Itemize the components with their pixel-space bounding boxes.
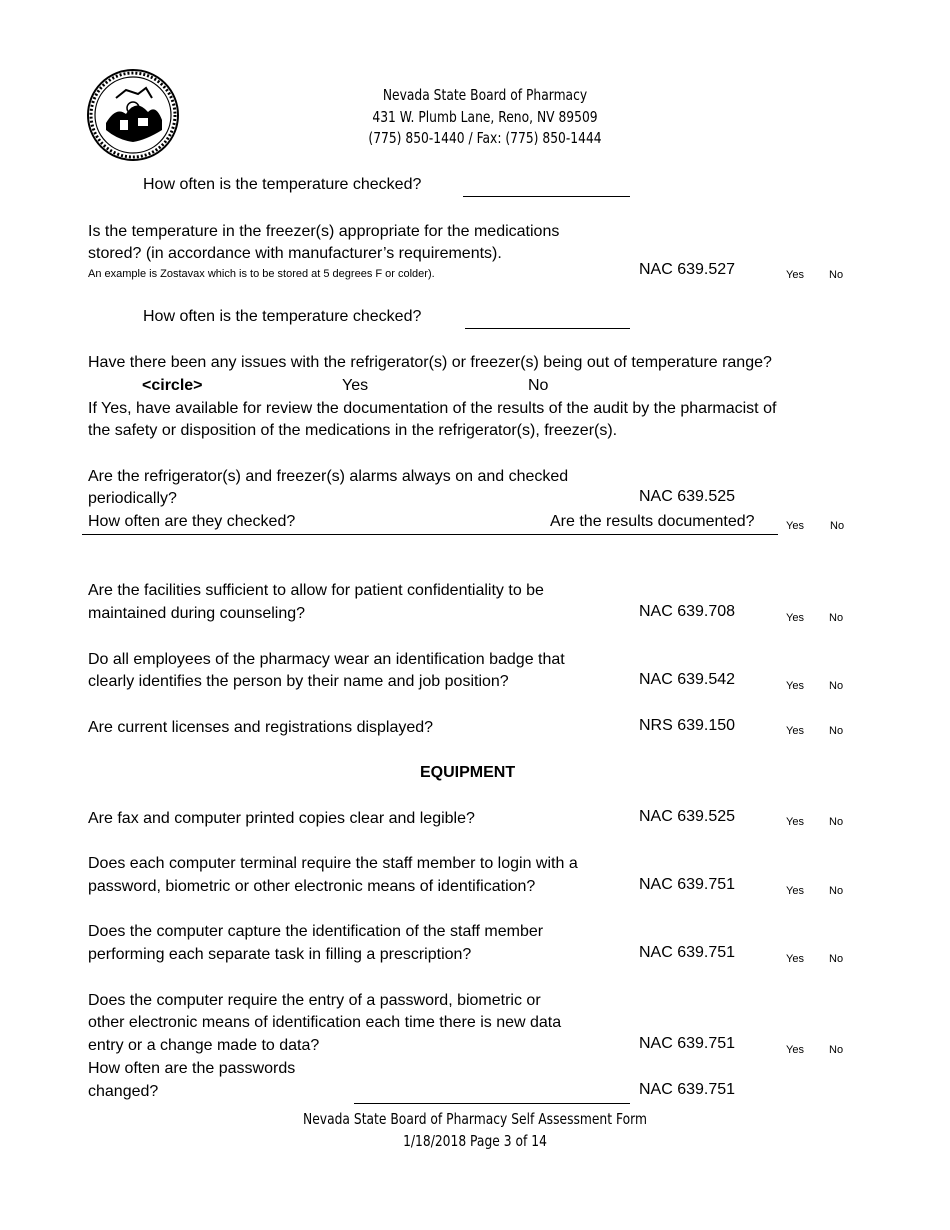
question-fax: Are fax and computer printed copies clear and legible? bbox=[88, 810, 475, 827]
question-temp-issues-line3: the safety or disposition of the medications in the refrigerator(s), freezer(s). bbox=[88, 422, 618, 439]
question-password-line3: entry or a change made to data? bbox=[88, 1037, 320, 1054]
answer-line-ref-temp[interactable] bbox=[463, 196, 630, 197]
question-pw-change-line2: changed? bbox=[88, 1083, 159, 1100]
yes-option-badge[interactable]: Yes bbox=[786, 680, 804, 692]
answer-line-pw-change[interactable] bbox=[354, 1103, 630, 1104]
no-option-licenses[interactable]: No bbox=[829, 725, 844, 737]
answer-line-freezer-temp[interactable] bbox=[465, 328, 630, 329]
no-option-alarms[interactable]: No bbox=[830, 520, 845, 532]
no-option-temp-issues[interactable]: No bbox=[528, 377, 549, 394]
no-option-login[interactable]: No bbox=[829, 885, 844, 897]
answer-line-alarms[interactable] bbox=[82, 534, 778, 535]
no-option-freezer[interactable]: No bbox=[829, 269, 844, 281]
no-option-password[interactable]: No bbox=[829, 1044, 844, 1056]
question-licenses: Are current licenses and registrations displayed? bbox=[88, 719, 434, 736]
question-ref-temp-frequency: How often is the temperature checked? bbox=[143, 176, 422, 193]
reference-badge: NAC 639.542 bbox=[639, 671, 736, 688]
section-heading-equipment: EQUIPMENT bbox=[420, 764, 516, 781]
reference-confidentiality: NAC 639.708 bbox=[639, 603, 736, 620]
question-capture-line2: performing each separate task in filling a prescription? bbox=[88, 946, 472, 963]
yes-option-confidentiality[interactable]: Yes bbox=[786, 612, 804, 624]
reference-freezer: NAC 639.527 bbox=[639, 261, 736, 278]
question-freezer-line1: Is the temperature in the freezer(s) appropriate for the medications bbox=[88, 223, 560, 240]
question-confidentiality-line1: Are the facilities sufficient to allow for patient confidentiality to be bbox=[88, 582, 544, 599]
header-org: Nevada State Board of Pharmacy bbox=[382, 86, 588, 104]
question-login-line2: password, biometric or other electronic means of identification? bbox=[88, 878, 536, 895]
question-password-line1: Does the computer require the entry of a password, biometric or bbox=[88, 992, 541, 1009]
reference-pw-change: NAC 639.751 bbox=[639, 1081, 736, 1098]
question-freezer-note: An example is Zostavax which is to be stored at 5 degrees F or colder). bbox=[88, 268, 435, 280]
footer-title: Nevada State Board of Pharmacy Self Assessment Form bbox=[303, 1110, 647, 1128]
circle-instruction: <circle> bbox=[142, 377, 203, 394]
question-password-line2: other electronic means of identification each time there is new data bbox=[88, 1014, 562, 1031]
no-option-capture[interactable]: No bbox=[829, 953, 844, 965]
footer-page: 1/18/2018 Page 3 of 14 bbox=[403, 1132, 547, 1150]
no-option-badge[interactable]: No bbox=[829, 680, 844, 692]
question-temp-issues-line2: If Yes, have available for review the documentation of the results of the audit by the pharmacist of bbox=[88, 400, 777, 417]
question-freezer-temp-frequency: How often is the temperature checked? bbox=[143, 308, 422, 325]
header-phone: (775) 850-1440 / Fax: (775) 850-1444 bbox=[368, 129, 602, 147]
question-confidentiality-line2: maintained during counseling? bbox=[88, 605, 306, 622]
yes-option-login[interactable]: Yes bbox=[786, 885, 804, 897]
state-seal-logo bbox=[86, 68, 180, 162]
header-address: 431 W. Plumb Lane, Reno, NV 89509 bbox=[372, 108, 598, 126]
yes-option-alarms[interactable]: Yes bbox=[786, 520, 804, 532]
question-pw-change-line1: How often are the passwords bbox=[88, 1060, 296, 1077]
question-capture-line1: Does the computer capture the identification of the staff member bbox=[88, 923, 544, 940]
yes-option-licenses[interactable]: Yes bbox=[786, 725, 804, 737]
reference-licenses: NRS 639.150 bbox=[639, 717, 736, 734]
question-alarms-line2: periodically? bbox=[88, 490, 177, 507]
reference-alarms: NAC 639.525 bbox=[639, 488, 736, 505]
question-login-line1: Does each computer terminal require the staff member to login with a bbox=[88, 855, 578, 872]
question-temp-issues-line1: Have there been any issues with the refrigerator(s) or freezer(s) being out of temperature range? bbox=[88, 354, 772, 371]
reference-fax: NAC 639.525 bbox=[639, 808, 736, 825]
yes-option-temp-issues[interactable]: Yes bbox=[342, 377, 369, 394]
yes-option-capture[interactable]: Yes bbox=[786, 953, 804, 965]
question-badge-line2: clearly identifies the person by their name and job position? bbox=[88, 673, 509, 690]
yes-option-freezer[interactable]: Yes bbox=[786, 269, 804, 281]
reference-login: NAC 639.751 bbox=[639, 876, 736, 893]
yes-option-password[interactable]: Yes bbox=[786, 1044, 804, 1056]
reference-capture: NAC 639.751 bbox=[639, 944, 736, 961]
question-alarms-documented: Are the results documented? bbox=[550, 513, 755, 530]
question-alarms-line1: Are the refrigerator(s) and freezer(s) alarms always on and checked bbox=[88, 468, 569, 485]
yes-option-fax[interactable]: Yes bbox=[786, 816, 804, 828]
reference-password: NAC 639.751 bbox=[639, 1035, 736, 1052]
question-freezer-line2: stored? (in accordance with manufacturer’s requirements). bbox=[88, 245, 502, 262]
question-alarms-how-often: How often are they checked? bbox=[88, 513, 296, 530]
no-option-fax[interactable]: No bbox=[829, 816, 844, 828]
no-option-confidentiality[interactable]: No bbox=[829, 612, 844, 624]
question-badge-line1: Do all employees of the pharmacy wear an identification badge that bbox=[88, 651, 565, 668]
